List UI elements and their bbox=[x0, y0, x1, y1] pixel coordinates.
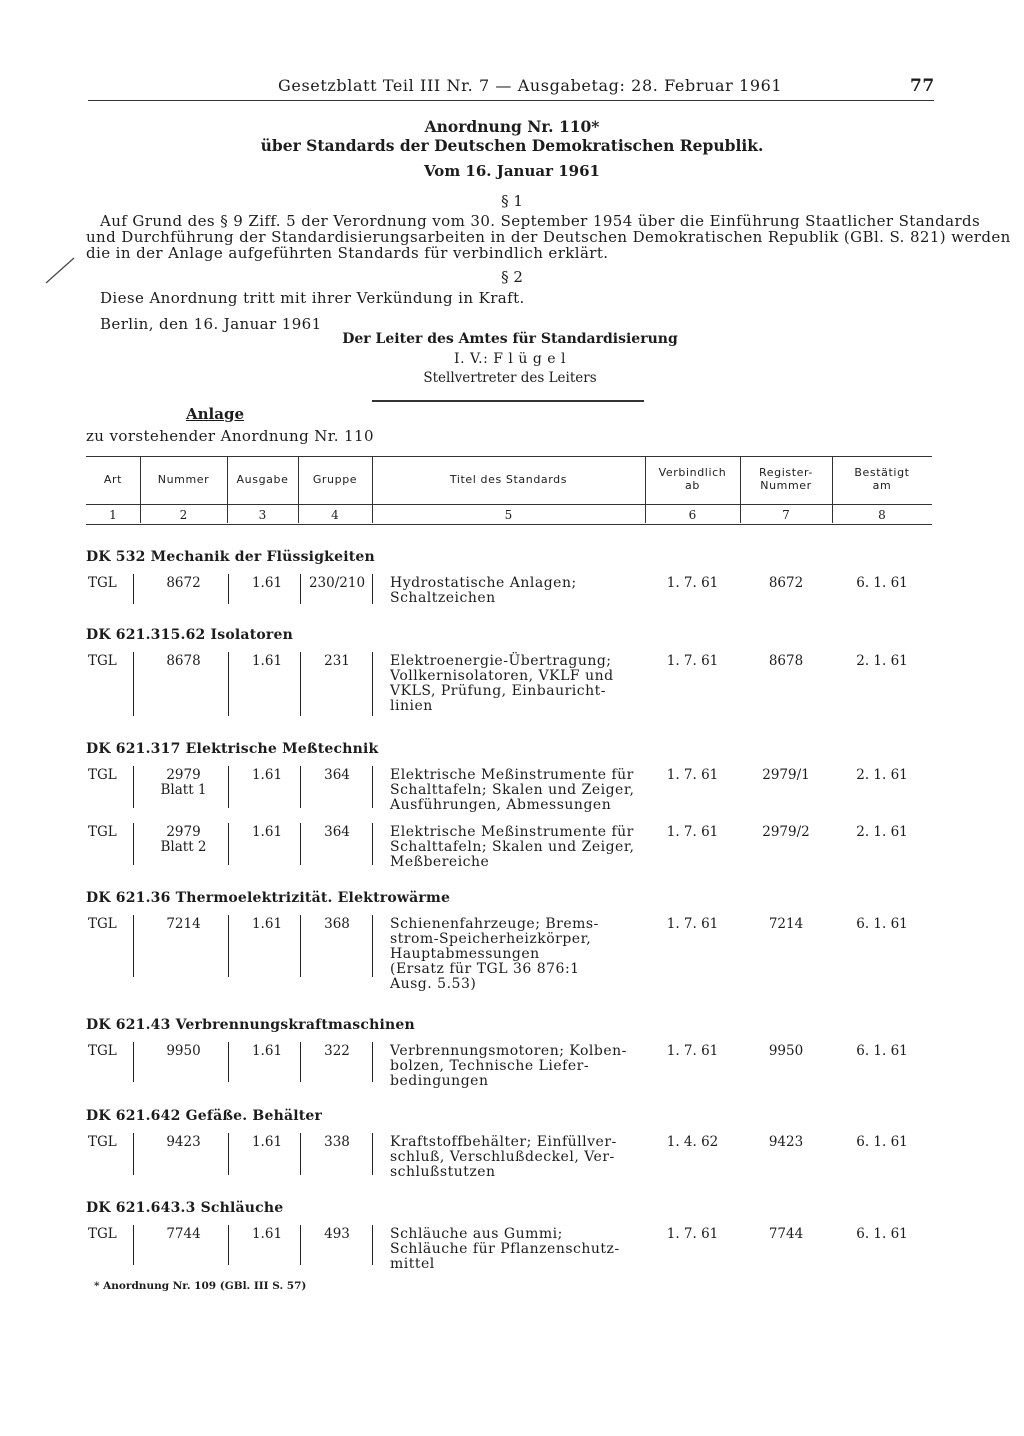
annex-subtitle: zu vorstehender Anordnung Nr. 110 bbox=[86, 427, 374, 445]
cell-nummer: 9423 bbox=[166, 1134, 201, 1150]
row-divider bbox=[300, 652, 301, 716]
cell-art: TGL bbox=[88, 653, 117, 669]
cell-register: 7744 bbox=[768, 1226, 804, 1242]
cell-art: TGL bbox=[88, 1226, 117, 1242]
cell-titel-line: strom-Speicherheizkörper, bbox=[390, 931, 592, 947]
cell-verbindlich: 1. 4. 62 bbox=[666, 1134, 719, 1150]
cell-gruppe: 230/210 bbox=[308, 575, 366, 591]
cell-titel-line: Schienenfahrzeuge; Brems- bbox=[390, 916, 599, 932]
cell-titel-line: Schaltzeichen bbox=[390, 590, 496, 606]
cell-bestaetigt: 6. 1. 61 bbox=[856, 1226, 908, 1242]
header-rule bbox=[88, 100, 934, 101]
column-number: 3 bbox=[258, 508, 267, 522]
column-header-ausgabe: Ausgabe bbox=[236, 473, 289, 486]
cell-ausgabe: 1.61 bbox=[251, 916, 283, 932]
cell-art: TGL bbox=[88, 1134, 117, 1150]
cell-art: TGL bbox=[88, 824, 117, 840]
cell-titel-line: Ausg. 5.53) bbox=[390, 976, 477, 992]
row-divider bbox=[228, 915, 229, 977]
cell-ausgabe: 1.61 bbox=[251, 824, 283, 840]
cell-titel-line: Schalttafeln; Skalen und Zeiger, bbox=[390, 782, 635, 798]
cell-titel-line: Schalttafeln; Skalen und Zeiger, bbox=[390, 839, 635, 855]
cell-nummer: 8672 bbox=[166, 575, 201, 591]
cell-titel-line: mittel bbox=[390, 1256, 435, 1272]
row-divider bbox=[300, 766, 301, 808]
footnote: * Anordnung Nr. 109 (GBl. III S. 57) bbox=[94, 1280, 307, 1292]
cell-register: 9950 bbox=[768, 1043, 804, 1059]
cell-bestaetigt: 2. 1. 61 bbox=[856, 653, 908, 669]
cell-ausgabe: 1.61 bbox=[251, 1043, 283, 1059]
cell-titel-line: Elektrische Meßinstrumente für bbox=[390, 824, 634, 840]
row-divider bbox=[372, 574, 373, 604]
row-divider bbox=[133, 915, 134, 977]
cell-titel-line: linien bbox=[390, 698, 433, 714]
paragraph-1-line: Auf Grund des § 9 Ziff. 5 der Verordnung vom 30. September 1954 über die Einführung Staatlicher Standards bbox=[100, 212, 981, 230]
cell-verbindlich: 1. 7. 61 bbox=[666, 575, 719, 591]
row-divider bbox=[300, 1042, 301, 1082]
cell-ausgabe: 1.61 bbox=[251, 1134, 283, 1150]
cell-ausgabe: 1.61 bbox=[251, 653, 283, 669]
cell-titel-line: Ausführungen, Abmessungen bbox=[390, 797, 612, 813]
cell-nummer: Blatt 1 bbox=[160, 782, 207, 798]
column-header-titel: Titel des Standards bbox=[449, 473, 568, 486]
cell-titel-line: Vollkernisolatoren, VKLF und bbox=[390, 668, 614, 684]
column-number: 6 bbox=[688, 508, 697, 522]
column-header-verbindlich: Verbindlich bbox=[658, 466, 727, 479]
row-divider bbox=[228, 1225, 229, 1265]
cell-titel-line: bedingungen bbox=[390, 1073, 489, 1089]
section-heading: DK 621.642 Gefäße. Behälter bbox=[86, 1108, 323, 1124]
section-heading: DK 621.43 Verbrennungskraftmaschinen bbox=[86, 1017, 415, 1033]
cell-ausgabe: 1.61 bbox=[251, 575, 283, 591]
cell-art: TGL bbox=[88, 767, 117, 783]
place-date: Berlin, den 16. Januar 1961 bbox=[100, 315, 322, 333]
cell-verbindlich: 1. 7. 61 bbox=[666, 824, 719, 840]
cell-titel-line: Elektroenergie-Übertragung; bbox=[390, 653, 612, 669]
column-number: 1 bbox=[109, 508, 117, 522]
cell-verbindlich: 1. 7. 61 bbox=[666, 916, 719, 932]
cell-titel-line: schlußstutzen bbox=[390, 1164, 496, 1180]
section-heading: DK 532 Mechanik der Flüssigkeiten bbox=[86, 549, 375, 565]
column-number: 5 bbox=[504, 508, 513, 522]
cell-register: 9423 bbox=[768, 1134, 804, 1150]
cell-art: TGL bbox=[88, 1043, 117, 1059]
section-heading: DK 621.315.62 Isolatoren bbox=[86, 627, 293, 643]
row-divider bbox=[133, 1042, 134, 1082]
cell-bestaetigt: 6. 1. 61 bbox=[856, 916, 908, 932]
column-number: 4 bbox=[331, 508, 339, 522]
decree-date: Vom 16. Januar 1961 bbox=[424, 162, 600, 180]
cell-bestaetigt: 6. 1. 61 bbox=[856, 1134, 908, 1150]
paragraph-2-heading: § 2 bbox=[501, 268, 523, 286]
column-header-nummer: Nummer bbox=[157, 473, 210, 486]
decree-title: Anordnung Nr. 110* bbox=[424, 117, 600, 136]
row-divider bbox=[133, 1133, 134, 1175]
cell-nummer: 2979 bbox=[166, 767, 201, 783]
cell-gruppe: 322 bbox=[324, 1043, 350, 1059]
signature-office: Der Leiter des Amtes für Standardisierung bbox=[342, 331, 678, 347]
cell-titel-line: Verbrennungsmotoren; Kolben- bbox=[390, 1043, 627, 1059]
margin-pencil-mark bbox=[40, 255, 80, 285]
column-header-bestaetigt: am bbox=[872, 479, 892, 492]
row-divider bbox=[228, 574, 229, 604]
column-header-register: Register- bbox=[759, 466, 813, 479]
row-divider bbox=[300, 915, 301, 977]
cell-art: TGL bbox=[88, 916, 117, 932]
cell-titel-line: schluß, Verschlußdeckel, Ver- bbox=[390, 1149, 615, 1165]
row-divider bbox=[300, 1225, 301, 1265]
row-divider bbox=[300, 823, 301, 865]
cell-titel-line: Hauptabmessungen bbox=[390, 946, 540, 962]
cell-titel-line: Meßbereiche bbox=[390, 854, 490, 870]
row-divider bbox=[133, 1225, 134, 1265]
cell-art: TGL bbox=[88, 575, 117, 591]
row-divider bbox=[228, 1133, 229, 1175]
cell-bestaetigt: 2. 1. 61 bbox=[856, 767, 908, 783]
cell-gruppe: 493 bbox=[324, 1226, 350, 1242]
cell-titel-line: VKLS, Prüfung, Einbauricht- bbox=[390, 683, 606, 699]
column-number: 8 bbox=[878, 508, 886, 522]
cell-titel-line: Hydrostatische Anlagen; bbox=[390, 575, 577, 591]
cell-bestaetigt: 6. 1. 61 bbox=[856, 1043, 908, 1059]
paragraph-1-line: und Durchführung der Standardisierungsarbeiten in der Deutschen Demokratischen Republik (GBl. S. 821) werden bbox=[86, 228, 1011, 246]
cell-nummer: 7214 bbox=[166, 916, 201, 932]
row-divider bbox=[133, 652, 134, 716]
paragraph-1-heading: § 1 bbox=[501, 192, 523, 210]
row-divider bbox=[228, 823, 229, 865]
column-number: 2 bbox=[179, 508, 188, 522]
row-divider bbox=[372, 1225, 373, 1265]
paragraph-2-text: Diese Anordnung tritt mit ihrer Verkündung in Kraft. bbox=[100, 289, 525, 307]
cell-register: 8678 bbox=[768, 653, 804, 669]
cell-bestaetigt: 2. 1. 61 bbox=[856, 824, 908, 840]
row-divider bbox=[228, 652, 229, 716]
column-header-art: Art bbox=[103, 473, 123, 486]
cell-verbindlich: 1. 7. 61 bbox=[666, 653, 719, 669]
row-divider bbox=[133, 766, 134, 808]
row-divider bbox=[372, 1042, 373, 1082]
cell-register: 2979/2 bbox=[762, 824, 810, 840]
cell-nummer: 2979 bbox=[166, 824, 201, 840]
annex-title: Anlage bbox=[186, 405, 244, 423]
section-heading: DK 621.36 Thermoelektrizität. Elektrowärme bbox=[86, 890, 451, 906]
cell-titel-line: Schläuche für Pflanzenschutz- bbox=[390, 1241, 620, 1257]
cell-gruppe: 368 bbox=[324, 916, 350, 932]
cell-titel-line: Elektrische Meßinstrumente für bbox=[390, 767, 634, 783]
column-header-register: Nummer bbox=[760, 479, 812, 492]
cell-gruppe: 364 bbox=[324, 767, 350, 783]
cell-register: 7214 bbox=[768, 916, 804, 932]
cell-nummer: 8678 bbox=[166, 653, 201, 669]
cell-titel-line: Kraftstoffbehälter; Einfüllver- bbox=[390, 1134, 617, 1150]
page-number: 77 bbox=[910, 76, 935, 96]
row-divider bbox=[228, 1042, 229, 1082]
column-number: 7 bbox=[782, 508, 790, 522]
signature-name: I. V.: F l ü g e l bbox=[454, 351, 566, 367]
row-divider bbox=[372, 652, 373, 716]
decree-subtitle: über Standards der Deutschen Demokratischen Republik. bbox=[260, 136, 764, 155]
running-head: Gesetzblatt Teil III Nr. 7 — Ausgabetag: 28. Februar 1961 bbox=[278, 76, 783, 95]
row-divider bbox=[372, 1133, 373, 1175]
row-divider bbox=[300, 574, 301, 604]
cell-verbindlich: 1. 7. 61 bbox=[666, 767, 719, 783]
cell-nummer: Blatt 2 bbox=[160, 839, 207, 855]
cell-gruppe: 231 bbox=[324, 653, 350, 669]
row-divider bbox=[372, 766, 373, 808]
cell-ausgabe: 1.61 bbox=[251, 1226, 283, 1242]
signature-rule bbox=[372, 400, 644, 402]
cell-gruppe: 364 bbox=[324, 824, 350, 840]
cell-nummer: 7744 bbox=[166, 1226, 201, 1242]
section-heading: DK 621.643.3 Schläuche bbox=[86, 1200, 284, 1216]
column-header-verbindlich: ab bbox=[685, 479, 700, 492]
cell-gruppe: 338 bbox=[324, 1134, 350, 1150]
signature-role: Stellvertreter des Leiters bbox=[423, 370, 597, 386]
paragraph-1-line: die in der Anlage aufgeführten Standards für verbindlich erklärt. bbox=[86, 244, 609, 262]
cell-bestaetigt: 6. 1. 61 bbox=[856, 575, 908, 591]
row-divider bbox=[133, 574, 134, 604]
cell-titel-line: Schläuche aus Gummi; bbox=[390, 1226, 563, 1242]
table-header-separator bbox=[86, 504, 932, 505]
cell-titel-line: bolzen, Technische Liefer- bbox=[390, 1058, 590, 1074]
row-divider bbox=[133, 823, 134, 865]
column-header-bestaetigt: Bestätigt bbox=[854, 466, 910, 479]
row-divider bbox=[300, 1133, 301, 1175]
cell-ausgabe: 1.61 bbox=[251, 767, 283, 783]
cell-register: 2979/1 bbox=[762, 767, 810, 783]
row-divider bbox=[228, 766, 229, 808]
column-header-gruppe: Gruppe bbox=[312, 473, 358, 486]
cell-nummer: 9950 bbox=[166, 1043, 201, 1059]
row-divider bbox=[372, 823, 373, 865]
section-heading: DK 621.317 Elektrische Meßtechnik bbox=[86, 741, 379, 757]
cell-titel-line: (Ersatz für TGL 36 876:1 bbox=[390, 961, 580, 977]
cell-verbindlich: 1. 7. 61 bbox=[666, 1226, 719, 1242]
row-divider bbox=[372, 915, 373, 977]
cell-register: 8672 bbox=[768, 575, 804, 591]
cell-verbindlich: 1. 7. 61 bbox=[666, 1043, 719, 1059]
